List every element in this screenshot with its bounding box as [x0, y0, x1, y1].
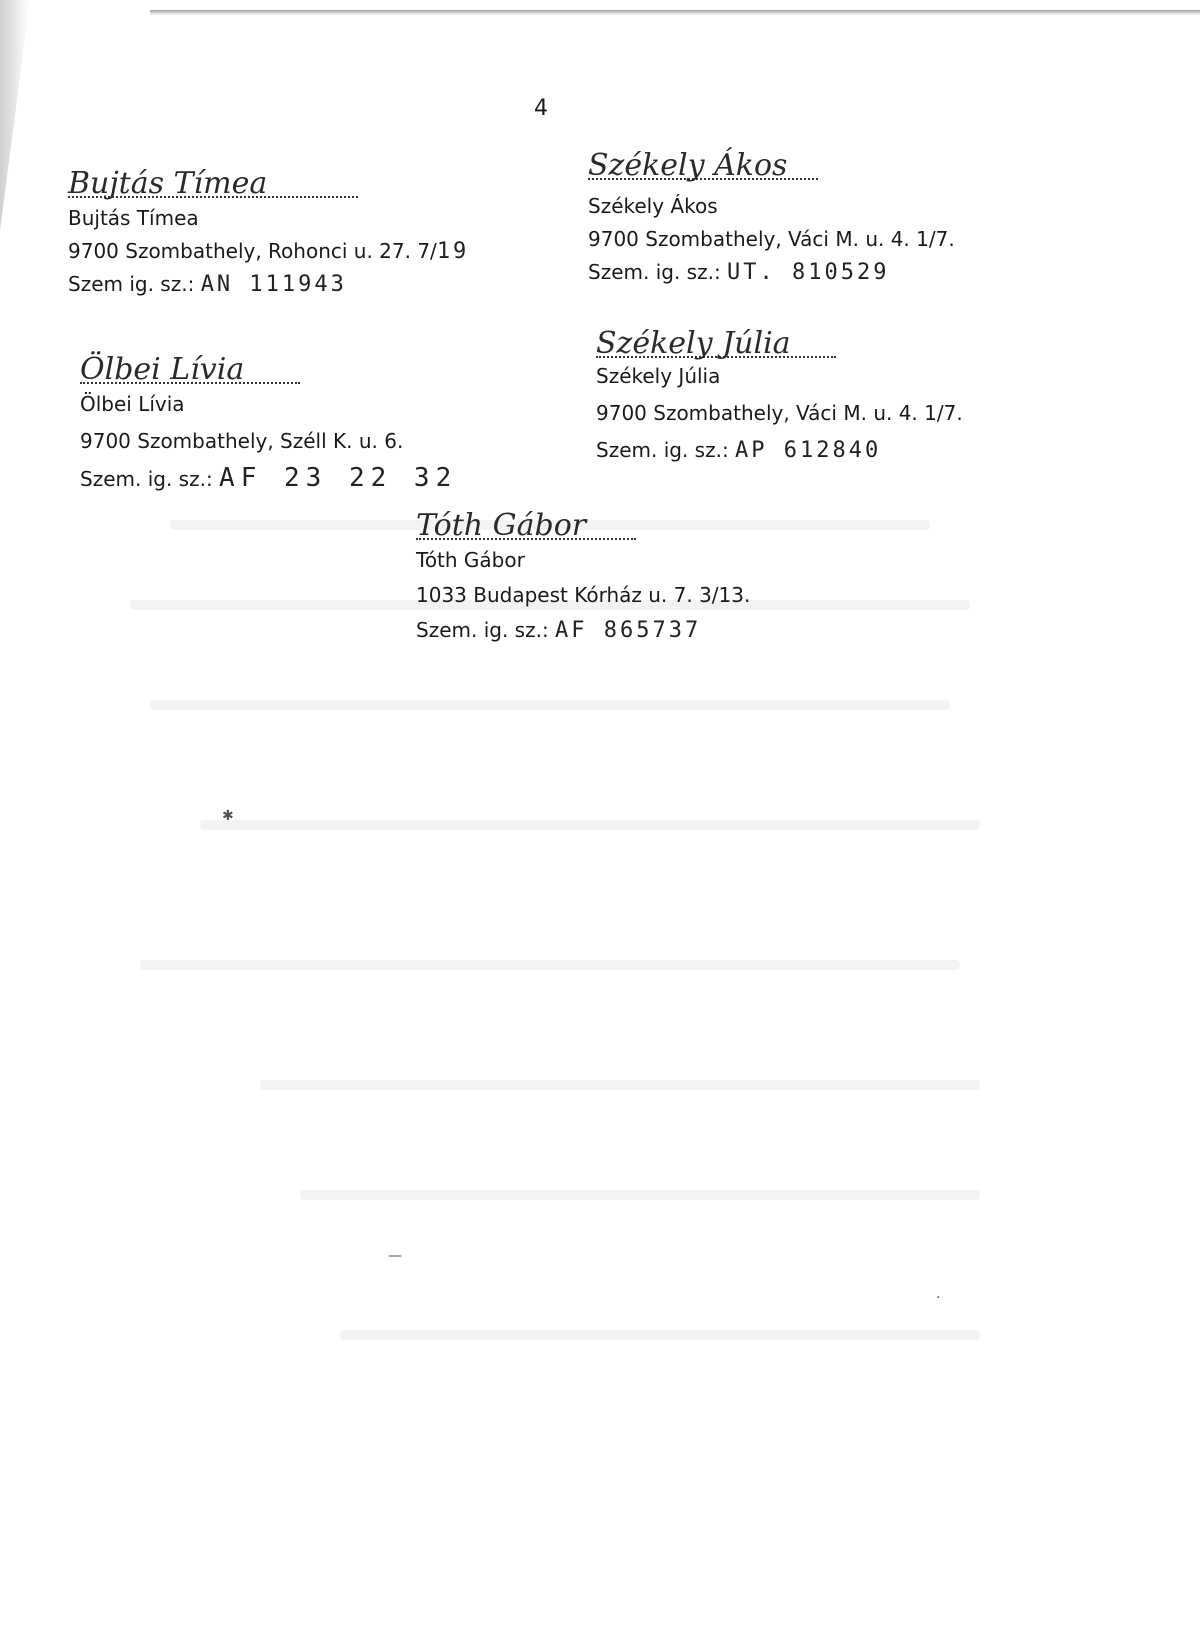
bleed-through [200, 820, 980, 830]
id-value: UT. 810529 [727, 260, 890, 285]
signer-name: Tóth Gábor [416, 548, 525, 572]
id-label: Szem. ig. sz.: [416, 618, 549, 642]
signature-line [68, 148, 358, 201]
signer-name: Székely Ákos [588, 194, 718, 218]
id-label: Szem. ig. sz.: [588, 260, 721, 284]
stray-mark: · [936, 1290, 941, 1306]
address-text: 9700 Szombathely, Rohonci u. 27. 7/ [68, 239, 437, 263]
id-value: AF 865737 [555, 618, 702, 643]
page-number: 4 [534, 96, 548, 121]
signer-block [588, 130, 1008, 289]
signature-line [588, 130, 818, 183]
stray-mark: ✱ [222, 808, 234, 824]
signer-name: Ölbei Lívia [80, 392, 185, 416]
address-handwritten: 19 [436, 239, 470, 264]
signer-address [68, 235, 488, 268]
signer-address: 9700 Szombathely, Váci M. u. 4. 1/7. [588, 227, 955, 251]
bleed-through [150, 700, 950, 710]
signature-line [80, 334, 300, 387]
signer-id [68, 268, 488, 301]
id-value: AN 111943 [200, 272, 347, 297]
signature: Ölbei Lívia [80, 352, 245, 387]
bleed-through [260, 1080, 980, 1090]
bleed-through [140, 960, 960, 970]
id-value: AP 612840 [735, 438, 882, 463]
signer-block [596, 308, 1016, 467]
signer-id [588, 256, 1008, 289]
signer-id [416, 614, 836, 647]
id-label: Szem. ig. sz.: [596, 438, 729, 462]
signer-block [80, 334, 520, 496]
signature: Székely Ákos [588, 148, 788, 183]
signature-line [416, 490, 636, 543]
id-label: Szem. ig. sz.: [80, 467, 213, 491]
signature: Tóth Gábor [416, 508, 587, 543]
signer-address: 9700 Szombathely, Váci M. u. 4. 1/7. [596, 401, 963, 425]
signer-name: Bujtás Tímea [68, 206, 199, 230]
signature: Bujtás Tímea [68, 166, 268, 201]
bleed-through [300, 1190, 980, 1200]
bleed-through [340, 1330, 980, 1340]
scan-edge-top [150, 10, 1200, 16]
scan-edge-left [0, 0, 30, 230]
signer-name: Székely Júlia [596, 364, 721, 388]
id-label: Szem ig. sz.: [68, 272, 195, 296]
signer-block [416, 490, 836, 647]
stray-mark: — [388, 1248, 402, 1264]
signer-block [68, 148, 488, 301]
signer-address: 9700 Szombathely, Széll K. u. 6. [80, 429, 404, 453]
signer-id [596, 434, 1016, 467]
id-value: AF 23 22 32 [219, 463, 458, 493]
signature-line [596, 308, 836, 361]
signer-address: 1033 Budapest Kórház u. 7. 3/13. [416, 583, 751, 607]
signature: Székely Júlia [596, 326, 791, 361]
